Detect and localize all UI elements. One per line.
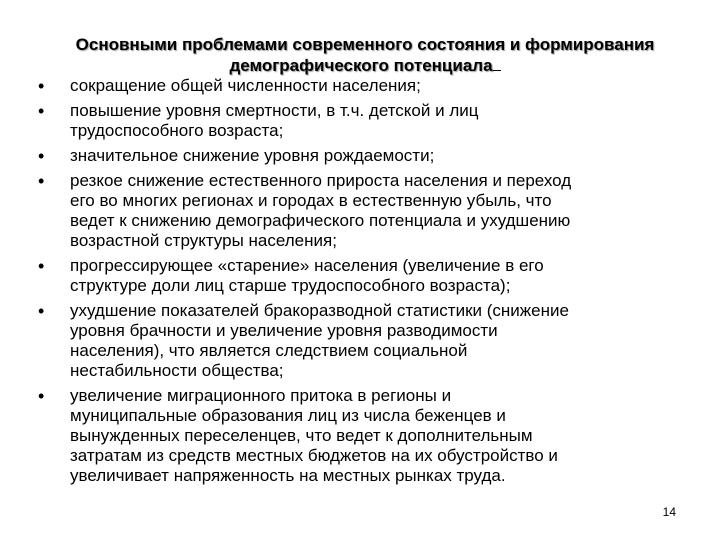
bullet-dot-icon: • — [38, 256, 45, 276]
bullet-dot-icon: • — [38, 76, 45, 96]
bullet-item — [38, 301, 678, 381]
bullet-item — [38, 171, 678, 251]
bullet-item — [38, 101, 678, 141]
bullet-item — [38, 386, 678, 486]
bullet-item — [38, 76, 678, 96]
bullet-text: ухудшение показателей бракоразводной статистики (снижение уровня брачности и увеличение уровня разводимости населения), что является следствием социальной нестабильности общества; — [70, 301, 569, 380]
bullet-dot-icon: • — [38, 101, 45, 121]
bullet-text: увеличение миграционного притока в регионы и муниципальные образования лиц из числа беженцев и вынужденных переселенцев, что ведет к дополнительным затратам из средств местных бюджетов на их обустройство и увеличивает напряженность на местных рынках труда. — [70, 386, 558, 485]
bullet-text: прогрессирующее «старение» населения (увеличение в его структуре доли лиц старше трудоспособного возраста); — [70, 256, 544, 295]
bullet-text: повышение уровня смертности, в т.ч. детской и лиц трудоспособного возраста; — [70, 101, 479, 140]
bullet-dot-icon: • — [38, 146, 45, 166]
title-underline — [493, 56, 501, 71]
bullet-item — [38, 256, 678, 296]
bullet-dot-icon: • — [38, 171, 45, 191]
bullet-list — [38, 76, 678, 491]
bullet-dot-icon: • — [38, 301, 45, 321]
slide-title-text: Основными проблемами современного состояния и формирования демографического потенциала — [75, 35, 655, 75]
bullet-text: резкое снижение естественного прироста населения и переход его во многих регионах и городах в естественную убыль, что ведет к снижению демографического потенциала и ухудшению возрастной структуры населения; — [70, 171, 572, 250]
page-number: 14 — [662, 505, 676, 519]
slide-title — [40, 34, 690, 76]
bullet-item — [38, 146, 678, 166]
bullet-dot-icon: • — [38, 386, 45, 406]
bullet-text: значительное снижение уровня рождаемости; — [70, 146, 435, 165]
bullet-text: сокращение общей численности населения; — [70, 76, 421, 95]
